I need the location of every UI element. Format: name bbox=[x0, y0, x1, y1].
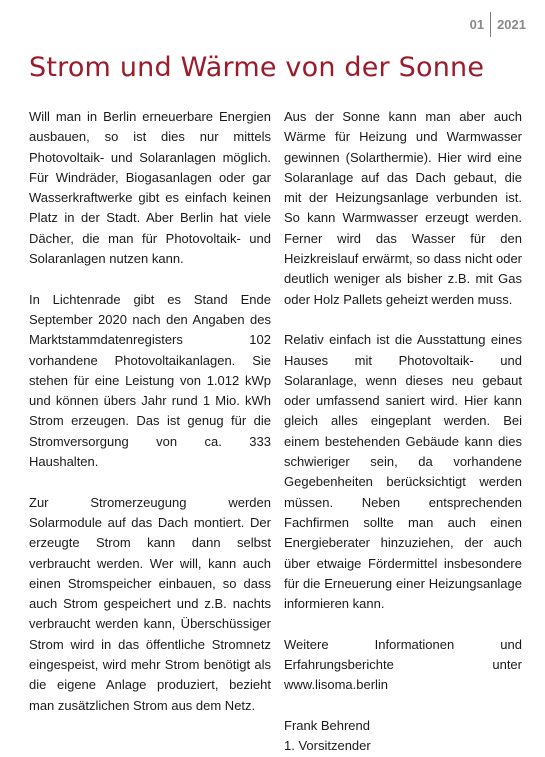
page-header bbox=[470, 12, 526, 37]
issue-year: 2021 bbox=[497, 17, 526, 32]
right-column bbox=[284, 107, 522, 757]
signature-name: Frank Behrend bbox=[284, 717, 370, 733]
paragraph-more-info: Weitere Informationen und Erfahrungsberichte unter www.lisoma.berlin bbox=[284, 636, 522, 693]
paragraph-ausstattung: Relativ einfach ist die Ausstattung eines Hauses mit Photovoltaik- und Solaranlage, wenn dieses neu gebaut oder umfassend saniert wird. Hier kann gleich alles eingeplant werden. Bei einem bestehenden Gebäude kann dies schwieriger sein, da vorhandene Gegebenheiten berücksichtigt werden müssen. Neben entsprechenden Fachfirmen sollte man auch einen Energieberater hinzuziehen, der auch über etwaige Fördermittel insbesondere für die Erneuerung einer Heizungsanlage informieren kann. bbox=[284, 332, 522, 612]
issue-number: 01 bbox=[469, 17, 485, 32]
paragraph-stromerzeugung: Zur Stromerzeugung werden Solarmodule auf das Dach montiert. Der erzeugte Strom kann dann selbst verbraucht werden. Wer will, kann auch einen Stromspeicher einbauen, so dass auch Strom gespeichert und z.B. nachts verbraucht werden kann, Überschüssiger Strom wird in das öffentliche Stromnetz eingespeist, wird mehr Strom benötigt als die eigene Anlage produziert, bezieht man zusätzlichen Strom aus dem Netz. bbox=[29, 494, 271, 713]
paragraph-lichtenrade: In Lichtenrade gibt es Stand Ende September 2020 nach den Angaben des Marktstammdatenregisters 102 vorhandene Photovoltaikanlagen. Sie stehen für eine Leistung von 1.012 kWp und können übers Jahr rund 1 Mio. kWh Strom erzeugen. Das ist genug für die Stromversorgung von ca. 333 Haushalten. bbox=[29, 291, 271, 470]
article-title: Strom und Wärme von der Sonne bbox=[29, 52, 485, 83]
left-column bbox=[29, 107, 271, 736]
header-divider bbox=[490, 12, 491, 37]
signature-role: 1. Vorsitzender bbox=[284, 738, 371, 754]
paragraph-intro: Will man in Berlin erneuerbare Energien ausbauen, so ist dies nur mittels Photovoltaik- und Solaranlagen möglich. Für Windräder, Biogasanlagen oder gar Wasserkraftwerke gibt es einfach keinen Platz in der Stadt. Aber Berlin hat viele Dächer, die man für Photovoltaik- und Solaranlagen nutzen kann. bbox=[29, 109, 271, 267]
paragraph-solarthermie: Aus der Sonne kann man aber auch Wärme für Heizung und Warmwasser gewinnen (Solarthermie). Hier wird eine Solaranlage auf das Dach gebaut, die mit der Heizungsanlage verbunden ist. So kann Warmwasser erzeugt werden. Ferner wird das Wasser für den Heizkreislauf erwärmt, so dass nicht oder deutlich weniger als bisher z.B. mit Gas oder Holz Pallets geheizt werden muss. bbox=[284, 109, 522, 307]
